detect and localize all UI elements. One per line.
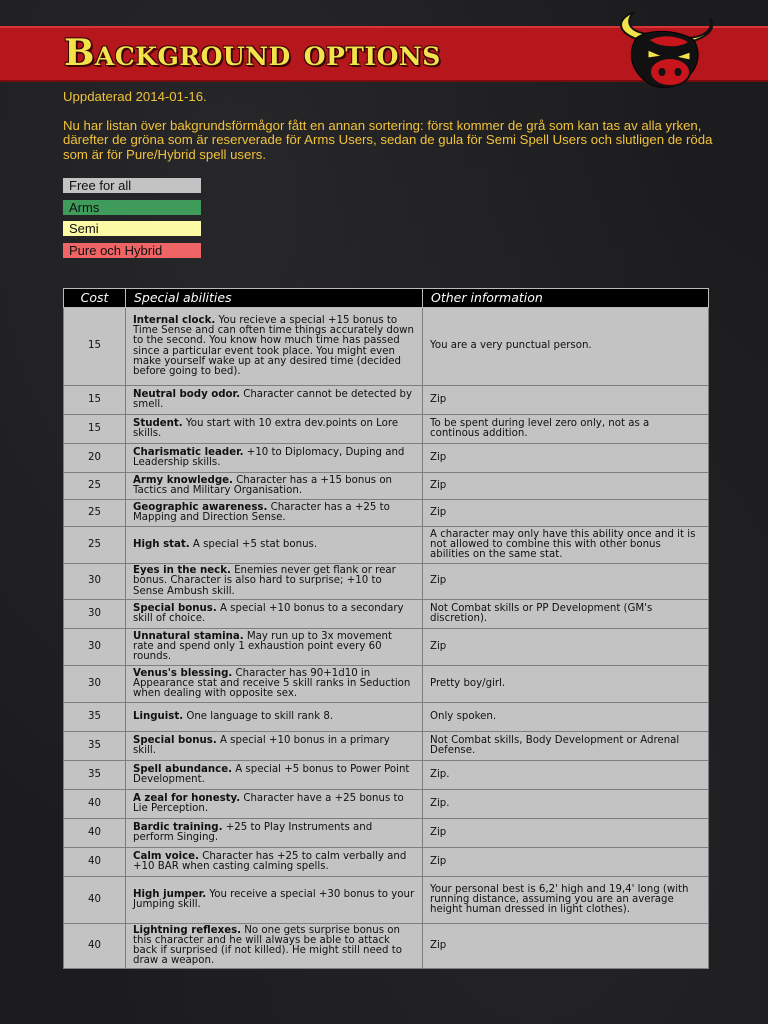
table-row xyxy=(64,790,709,819)
table-row xyxy=(64,500,709,527)
ability-description: A special +10 bonus to a secondary skill of choice. xyxy=(133,602,404,624)
table-row xyxy=(64,444,709,473)
legend-item-semi: Semi xyxy=(63,221,201,236)
cost-cell: 30 xyxy=(64,666,126,703)
column-header-cost: Cost xyxy=(64,289,126,308)
ability-description: No one gets surprise bonus on this character and he will always be able to attack back if surprised (if not killed). He might still need to draw a weapon. xyxy=(133,924,402,967)
info-cell: Zip xyxy=(423,848,709,877)
ability-description: +25 to Play Instruments and perform Singing. xyxy=(133,821,373,843)
ability-description: Character have a +25 bonus to Lie Perception. xyxy=(133,792,404,814)
info-cell: Zip xyxy=(423,386,709,415)
table-row xyxy=(64,848,709,877)
table-row xyxy=(64,703,709,732)
info-cell: To be spent during level zero only, not as a continous addition. xyxy=(423,415,709,444)
cost-cell: 40 xyxy=(64,848,126,877)
cost-cell: 25 xyxy=(64,473,126,500)
updated-date: Uppdaterad 2014-01-16. xyxy=(63,89,207,104)
ability-cell xyxy=(126,527,423,564)
ability-name: Venus's blessing. xyxy=(133,667,233,679)
ability-cell xyxy=(126,848,423,877)
intro-text xyxy=(63,90,723,176)
table-row xyxy=(64,386,709,415)
ability-cell xyxy=(126,629,423,666)
ability-description: A special +10 bonus in a primary skill. xyxy=(133,734,390,756)
ability-name: Student. xyxy=(133,417,183,429)
ability-description: May run up to 3x movement rate and spend only 1 exhaustion point every 60 rounds. xyxy=(133,630,392,663)
ability-description: Character has a +25 to Mapping and Direction Sense. xyxy=(133,501,390,523)
ability-name: Geographic awareness. xyxy=(133,501,268,513)
ability-cell xyxy=(126,819,423,848)
color-legend xyxy=(63,178,201,264)
ability-description: Enemies never get flank or rear bonus. Character is also hard to surprise; +10 to Sense Ambush skill. xyxy=(133,565,396,597)
table-row xyxy=(64,527,709,564)
ability-cell xyxy=(126,473,423,500)
ability-description: +10 to Diplomacy, Duping and Leadership skills. xyxy=(133,446,405,468)
cost-cell: 40 xyxy=(64,790,126,819)
ability-description: Character cannot be detected by smell. xyxy=(133,388,413,410)
cost-cell: 35 xyxy=(64,703,126,732)
ability-description: A special +5 bonus to Power Point Development. xyxy=(133,763,410,785)
legend-item-arms: Arms xyxy=(63,200,201,215)
ability-cell xyxy=(126,703,423,732)
cost-cell: 15 xyxy=(64,386,126,415)
ability-description: Character has 90+1d10 in Appearance stat and receive 5 skill ranks in Seduction when dealing with opposite sex. xyxy=(133,667,411,700)
info-cell: Zip xyxy=(423,924,709,969)
info-cell: Zip. xyxy=(423,761,709,790)
cost-cell: 40 xyxy=(64,877,126,924)
legend-item-pure-hybrid: Pure och Hybrid xyxy=(63,243,201,258)
cost-cell: 25 xyxy=(64,500,126,527)
cost-cell: 40 xyxy=(64,819,126,848)
table-row xyxy=(64,819,709,848)
ability-name: Special bonus. xyxy=(133,734,217,746)
abilities-table xyxy=(63,288,709,969)
cost-cell: 35 xyxy=(64,732,126,761)
table-row xyxy=(64,564,709,600)
ability-cell xyxy=(126,564,423,600)
ability-name: Eyes in the neck. xyxy=(133,565,231,577)
ability-cell xyxy=(126,444,423,473)
ability-description: Character has a +15 bonus on Tactics and Military Organisation. xyxy=(133,474,393,496)
ability-name: Internal clock. xyxy=(133,314,216,326)
ability-name: Bardic training. xyxy=(133,821,223,833)
info-cell: Not Combat skills or PP Development (GM's discretion). xyxy=(423,600,709,629)
column-header-abilities: Special abilities xyxy=(126,289,423,308)
table-row xyxy=(64,666,709,703)
ability-cell xyxy=(126,924,423,969)
info-cell: Zip xyxy=(423,819,709,848)
ability-cell xyxy=(126,666,423,703)
ability-name: Linguist. xyxy=(133,710,184,722)
ability-description: You recieve a special +15 bonus to Time Sense and can often time things accurately down to the second. You know how much time has passed since a particular event took place. You might even make yourself wake up at any desired time (decided before going to bed). xyxy=(133,314,414,377)
ability-description: A special +5 stat bonus. xyxy=(189,538,318,550)
table-row xyxy=(64,600,709,629)
column-header-info: Other information xyxy=(423,289,709,308)
cost-cell: 35 xyxy=(64,761,126,790)
table-row xyxy=(64,924,709,969)
table-header-row xyxy=(64,289,709,308)
ability-name: High jumper. xyxy=(133,888,207,900)
table-row xyxy=(64,629,709,666)
ability-name: Calm voice. xyxy=(133,850,199,862)
ability-cell xyxy=(126,386,423,415)
ability-cell xyxy=(126,761,423,790)
info-cell: A character may only have this ability once and it is not allowed to combine this with other bonus abilities on the same stat. xyxy=(423,527,709,564)
info-cell: Zip xyxy=(423,500,709,527)
info-cell: Zip xyxy=(423,629,709,666)
ability-cell xyxy=(126,500,423,527)
ability-cell xyxy=(126,790,423,819)
ability-name: Unnatural stamina. xyxy=(133,630,244,642)
ability-cell xyxy=(126,415,423,444)
table-row xyxy=(64,473,709,500)
ability-cell xyxy=(126,877,423,924)
cost-cell: 15 xyxy=(64,415,126,444)
ability-name: Spell abundance. xyxy=(133,763,232,775)
cost-cell: 30 xyxy=(64,629,126,666)
table-row xyxy=(64,415,709,444)
ability-name: High stat. xyxy=(133,538,190,550)
ability-name: Army knowledge. xyxy=(133,474,233,486)
info-cell: Not Combat skills, Body Development or Adrenal Defense. xyxy=(423,732,709,761)
cost-cell: 40 xyxy=(64,924,126,969)
table-row xyxy=(64,732,709,761)
info-cell: Zip xyxy=(423,473,709,500)
cost-cell: 30 xyxy=(64,564,126,600)
ability-cell xyxy=(126,308,423,386)
cost-cell: 15 xyxy=(64,308,126,386)
ability-description: Character has +25 to calm verbally and +10 BAR when casting calming spells. xyxy=(133,850,407,872)
info-cell: Zip. xyxy=(423,790,709,819)
table-row xyxy=(64,877,709,924)
info-cell: Zip xyxy=(423,564,709,600)
info-cell: Only spoken. xyxy=(423,703,709,732)
table-row xyxy=(64,761,709,790)
ability-name: Neutral body odor. xyxy=(133,388,240,400)
ability-description: You receive a special +30 bonus to your Jumping skill. xyxy=(133,888,415,910)
ability-cell xyxy=(126,600,423,629)
ability-description: You start with 10 extra dev.points on Lore skills. xyxy=(133,417,399,439)
info-cell: You are a very punctual person. xyxy=(423,308,709,386)
ability-cell xyxy=(126,732,423,761)
bull-head-icon xyxy=(610,10,720,94)
page-title: Background options xyxy=(64,32,441,74)
cost-cell: 20 xyxy=(64,444,126,473)
table-row xyxy=(64,308,709,386)
ability-description: One language to skill rank 8. xyxy=(183,710,334,722)
intro-description: Nu har listan över bakgrundsförmågor fått en annan sortering: först kommer de grå som kan tas av alla yrken, därefter de gröna som är reserverade för Arms Users, sedan de gula för Semi Spell Users och slutligen de röda som är för Pure/Hybrid spell users. xyxy=(63,117,713,162)
ability-name: Lightning reflexes. xyxy=(133,924,242,936)
cost-cell: 25 xyxy=(64,527,126,564)
cost-cell: 30 xyxy=(64,600,126,629)
ability-name: Charismatic leader. xyxy=(133,446,244,458)
info-cell: Your personal best is 6,2' high and 19,4' long (with running distance, assuming you are an average height human dressed in light clothes). xyxy=(423,877,709,924)
ability-name: Special bonus. xyxy=(133,602,217,614)
legend-item-free: Free for all xyxy=(63,178,201,193)
ability-name: A zeal for honesty. xyxy=(133,792,241,804)
info-cell: Pretty boy/girl. xyxy=(423,666,709,703)
info-cell: Zip xyxy=(423,444,709,473)
